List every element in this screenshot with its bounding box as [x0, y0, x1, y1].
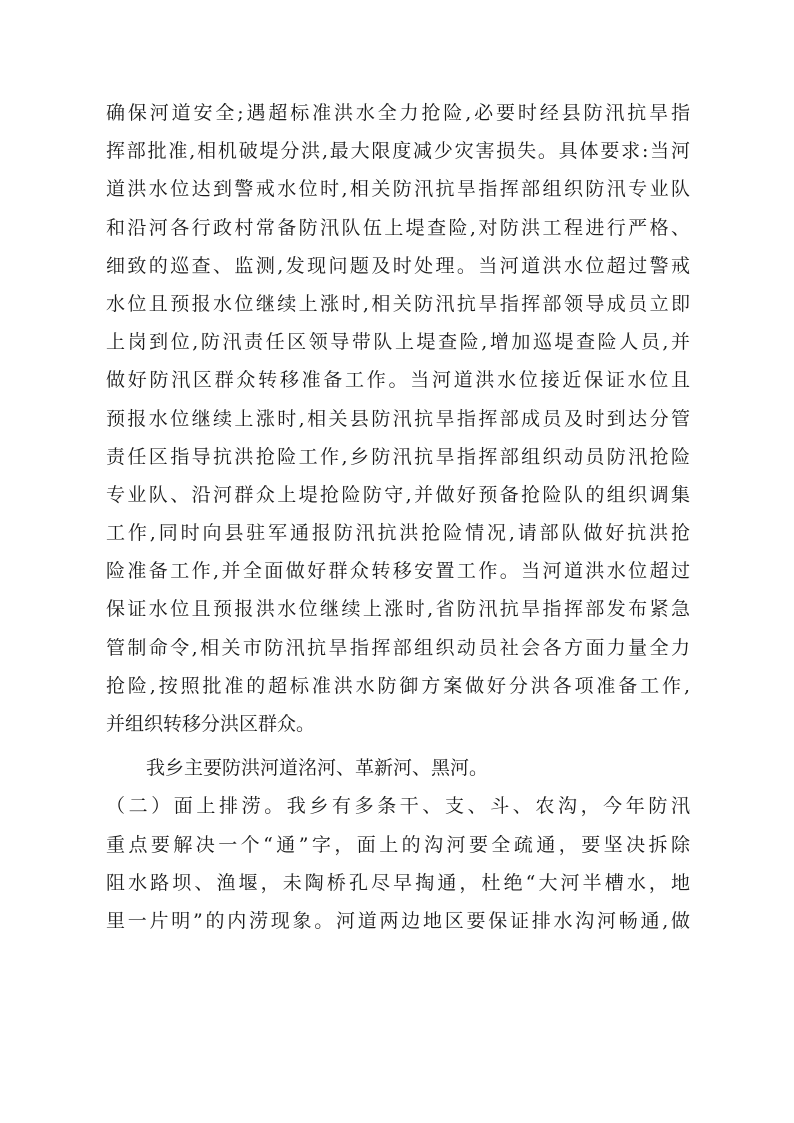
text-line: 管制命令,相关市防汛抗旱指挥部组织动员社会各方面力量全力	[106, 636, 690, 659]
text-line: 里一片明”的内涝现象。河道两边地区要保证排水沟河畅通,做	[106, 909, 690, 932]
body-text	[106, 94, 690, 940]
text-line: 专业队、沿河群众上堤抢险防守,并做好预备抢险队的组织调集	[106, 483, 690, 506]
text-line: 和沿河各行政村常备防汛队伍上堤查险,对防洪工程进行严格、	[106, 216, 690, 239]
text-line: 险准备工作,并全面做好群众转移安置工作。当河道洪水位超过	[106, 560, 690, 583]
text-line: 水位且预报水位继续上涨时,相关防汛抗旱指挥部领导成员立即	[106, 292, 690, 315]
text-line: 工作,同时向县驻军通报防汛抗洪抢险情况,请部队做好抗洪抢	[106, 522, 690, 545]
text-line: 预报水位继续上涨时,相关县防汛抗旱指挥部成员及时到达分管	[106, 407, 690, 430]
text-line: 责任区指导抗洪抢险工作,乡防汛抗旱指挥部组织动员防汛抢险	[106, 445, 690, 468]
text-line: 抢险,按照批准的超标准洪水防御方案做好分洪各项准备工作,	[106, 674, 690, 697]
text-line: 细致的巡查、监测,发现问题及时处理。当河道洪水位超过警戒	[106, 254, 690, 277]
text-line: 道洪水位达到警戒水位时,相关防汛抗旱指挥部组织防汛专业队	[106, 178, 690, 201]
text-line: 重点要解决一个“通”字，面上的沟河要全疏通，要坚决拆除	[106, 833, 690, 856]
paragraph-drainage	[106, 787, 690, 940]
text-line: 并组织转移分洪区群众。	[106, 713, 316, 735]
text-line: 保证水位且预报洪水位继续上涨时,省防汛抗旱指挥部发布紧急	[106, 598, 690, 621]
paragraph-flood-response	[106, 94, 690, 743]
text-line: 做好防汛区群众转移准备工作。当河道洪水位接近保证水位且	[106, 369, 690, 392]
text-line: 上岗到位,防汛责任区领导带队上堤查险,增加巡堤查险人员,并	[106, 331, 690, 354]
text-line: 挥部批准,相机破堤分洪,最大限度减少灾害损失。具体要求:当河	[106, 140, 690, 163]
text-line: 我乡主要防洪河道洺河、革新河、黑河。	[146, 757, 489, 780]
text-line: 确保河道安全;遇超标准洪水全力抢险,必要时经县防汛抗旱指	[106, 102, 690, 124]
paragraph-main-rivers	[106, 749, 690, 787]
text-line: 阻水路坝、渔堰，未陶桥孔尽早掏通，杜绝“大河半槽水，地	[106, 871, 690, 894]
text-line: （二）面上排涝。我乡有多条干、支、斗、农沟，今年防汛	[106, 795, 690, 818]
